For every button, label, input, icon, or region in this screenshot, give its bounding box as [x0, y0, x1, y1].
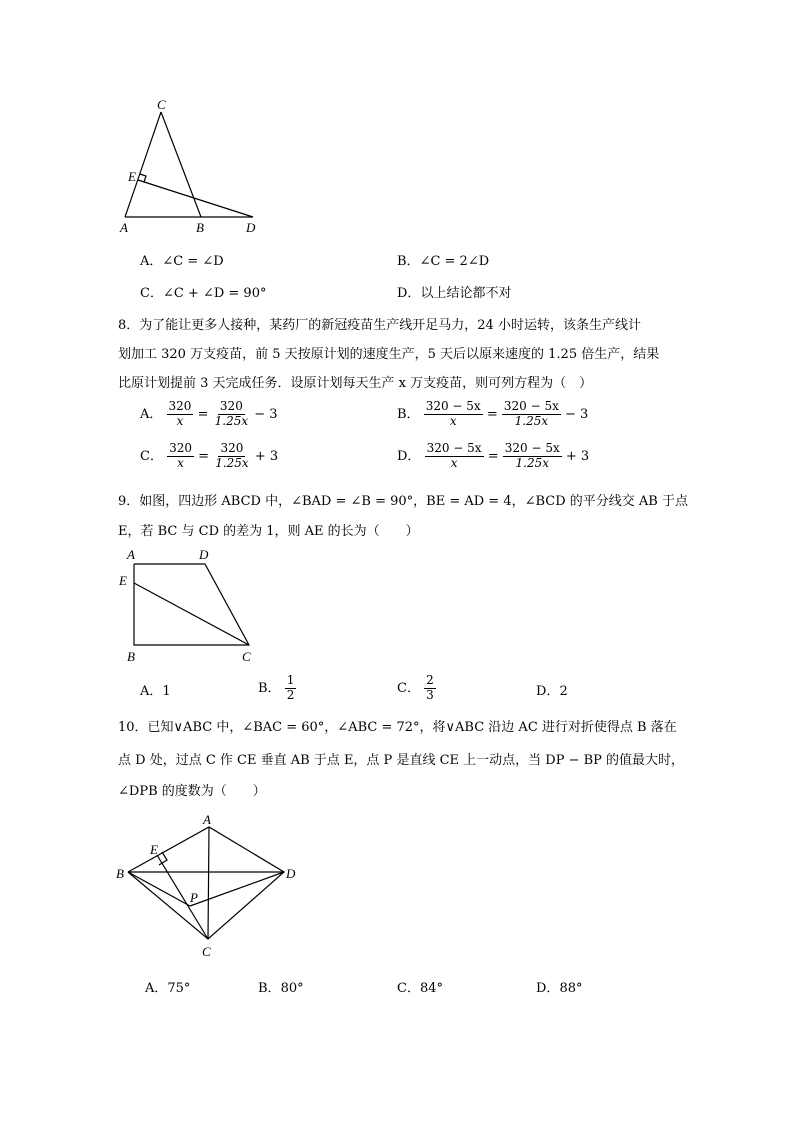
label-C: C [202, 944, 211, 959]
q7-option-d[interactable]: D．以上结论都不对 [397, 286, 512, 301]
q9-figure [115, 543, 265, 668]
label-C: C [242, 649, 251, 664]
q8-option-c[interactable]: C． $\frac{320}{x}$ = $\frac{320}{1.25x}$ + 3 [140, 441, 279, 470]
label-A: A [127, 547, 135, 562]
label-B: B [127, 649, 135, 664]
q8-option-a[interactable]: A． $\frac{320}{x}$ = $\frac{320}{1.25x}$ − 3 [140, 399, 278, 428]
q8-text-line3: 比原计划提前 3 天完成任务．设原计划每天生产 x 万支疫苗，则可列方程为（ ） [118, 376, 593, 391]
q7-option-a[interactable]: A．∠C = ∠D [140, 254, 224, 269]
label-E: E [119, 573, 127, 588]
q10-option-d[interactable]: D．88° [536, 981, 583, 996]
q10-text-line2: 点 D 处，过点 C 作 CE 垂直 AB 于点 E，点 P 是直线 CE 上一动点，当 DP − BP 的值最大时， [118, 753, 685, 768]
q9-option-c[interactable]: C． $\frac{2}{3}$ [397, 673, 434, 702]
q10-text-line3: ∠DPB 的度数为（ ） [118, 784, 266, 799]
label-A: A [120, 220, 128, 235]
label-B: B [116, 866, 124, 881]
q10-text-line1: 10．已知∨ABC 中，∠BAC = 60°，∠ABC = 72°，将∨ABC 沿边 AC 进行对折使得点 B 落在 [118, 720, 677, 735]
label-D: D [286, 866, 296, 881]
label-D: D [199, 547, 209, 562]
label-D: D [246, 220, 256, 235]
q10-option-a[interactable]: A．75° [145, 981, 191, 996]
label-E: E [150, 842, 158, 857]
q8-option-b[interactable]: B． $\frac{320 - 5x}{x}$ = $\frac{320 - 5x}{1.25x}$ − 3 [397, 399, 589, 428]
q10-option-c[interactable]: C．84° [397, 981, 443, 996]
q10-figure [112, 808, 312, 963]
label-B: B [196, 220, 204, 235]
label-A: A [203, 812, 211, 827]
q9-text-line2: E，若 BC 与 CD 的差为 1，则 AE 的长为（ ） [118, 524, 419, 539]
label-E: E [128, 169, 136, 184]
q7-figure [110, 95, 280, 240]
q7-option-c[interactable]: C．∠C + ∠D = 90° [140, 286, 267, 301]
q8-text-line1: 8．为了能让更多人接种，某药厂的新冠疫苗生产线开足马力，24 小时运转，该条生产线计 [118, 318, 641, 333]
q9-option-d[interactable]: D．2 [536, 684, 568, 699]
q10-option-b[interactable]: B．80° [258, 981, 304, 996]
label-P: P [190, 890, 198, 905]
q7-option-b[interactable]: B．∠C = 2∠D [397, 254, 490, 269]
q8-option-d[interactable]: D． $\frac{320 - 5x}{x}$ = $\frac{320 - 5x}{1.25x}$ + 3 [397, 441, 590, 470]
q8-text-line2: 划加工 320 万支疫苗，前 5 天按原计划的速度生产，5 天后以原来速度的 1.25 倍生产，结果 [118, 347, 660, 362]
label-C: C [157, 97, 166, 112]
q9-option-b[interactable]: B． $\frac{1}{2}$ [258, 673, 295, 702]
q9-text-line1: 9．如图，四边形 ABCD 中，∠BAD = ∠B = 90°，BE = AD = 4，∠BCD 的平分线交 AB 于点 [118, 494, 688, 509]
q9-option-a[interactable]: A．1 [140, 684, 171, 699]
